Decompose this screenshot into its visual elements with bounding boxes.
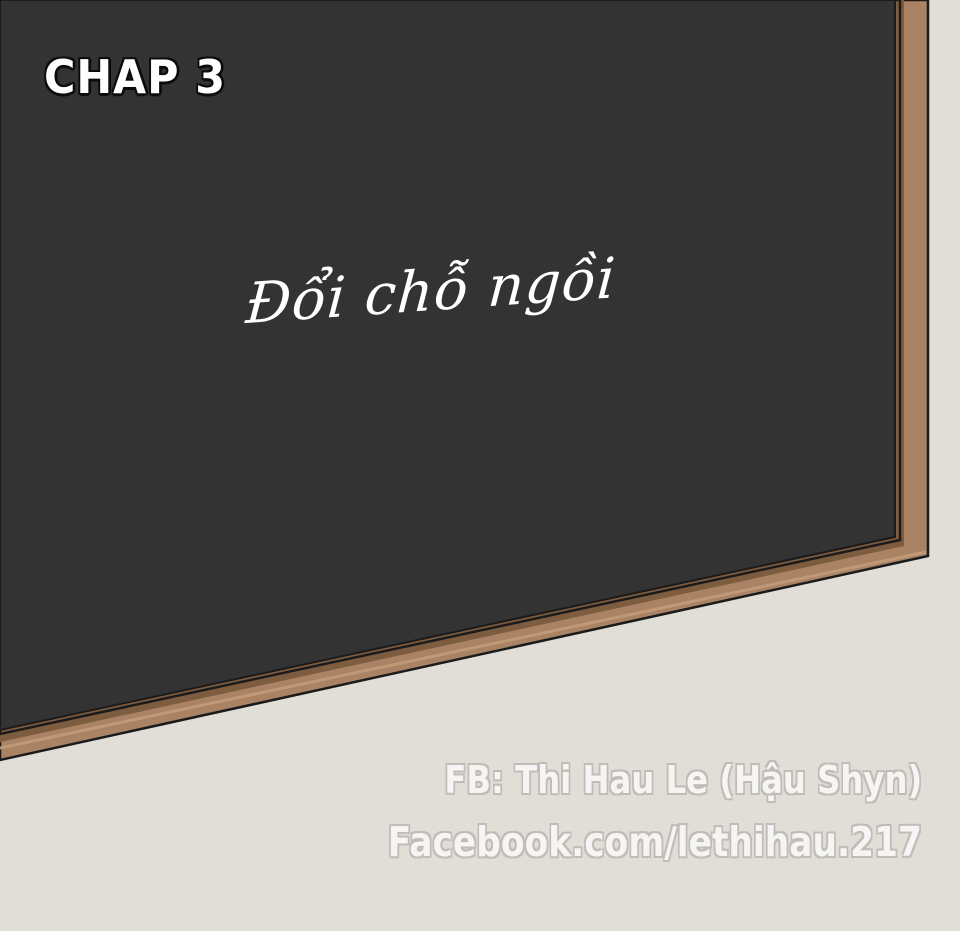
credit-line-2: Facebook.com/lethihau.217 [387, 818, 922, 866]
chalk-title: Đổi chỗ ngồi [243, 245, 619, 338]
credit-line-1: FB: Thi Hau Le (Hậu Shyn) [444, 758, 922, 802]
chapter-label: CHAP 3 [44, 50, 226, 104]
